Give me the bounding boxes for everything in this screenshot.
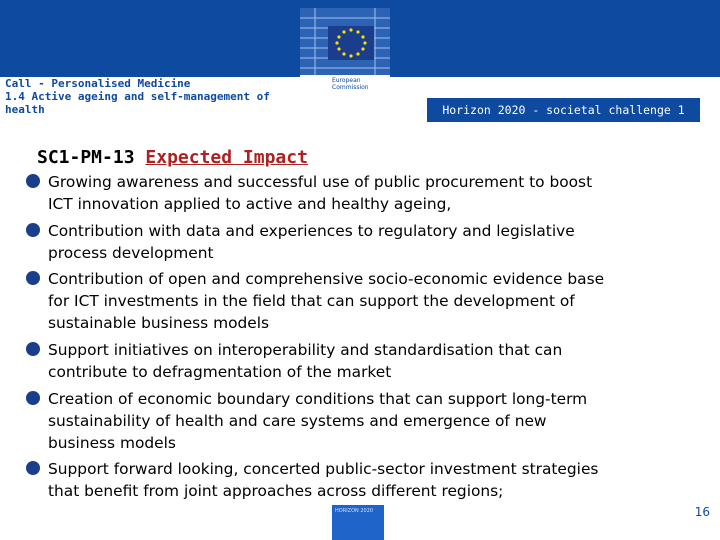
european-commission-logo-text — [332, 77, 369, 91]
header-banner — [0, 0, 720, 77]
bullet-dot-icon — [26, 391, 40, 405]
bullet-line: Contribution with data and experiences to regulatory and legislative — [48, 222, 575, 240]
logo-line: European — [332, 77, 361, 84]
horizon-badge-text: HORIZON 2020 — [335, 508, 374, 514]
horizon-2020-badge — [332, 505, 384, 540]
bullet-line: Support initiatives on interoperability and standardisation that can — [48, 341, 563, 359]
bullet-line: ICT innovation applied to active and healthy ageing, — [48, 195, 452, 213]
bullet-line: Contribution of open and comprehensive socio-economic evidence base — [48, 270, 605, 288]
bullet-line: sustainable business models — [48, 314, 270, 332]
call-line: Call - Personalised Medicine — [5, 77, 191, 90]
logo-line: Commission — [332, 84, 369, 91]
bullet-dot-icon — [26, 461, 40, 475]
bullet-dot-icon — [26, 223, 40, 237]
bullet-line: sustainability of health and care systems and emergence of new — [48, 412, 547, 430]
call-title — [5, 77, 305, 116]
programme-label: Horizon 2020 - societal challenge 1 — [427, 98, 700, 122]
bullet-line: Support forward looking, concerted public-sector investment strategies — [48, 460, 599, 478]
bullet-line: process development — [48, 244, 214, 262]
page-number: 16 — [694, 505, 710, 519]
call-line: health — [5, 103, 45, 116]
bullet-dot-icon — [26, 174, 40, 188]
berlaymont-building-icon — [300, 8, 390, 77]
topic-code: SC1-PM-13 — [37, 147, 135, 168]
bullet-dot-icon — [26, 271, 40, 285]
bullet-line: for ICT investments in the field that can support the development of — [48, 292, 575, 310]
bullet-line: Growing awareness and successful use of public procurement to boost — [48, 173, 593, 191]
bullet-dot-icon — [26, 342, 40, 356]
slide-title — [37, 147, 308, 168]
bullet-line: Creation of economic boundary conditions that can support long-term — [48, 390, 588, 408]
title-heading: Expected Impact — [145, 147, 308, 168]
bullet-line: contribute to defragmentation of the market — [48, 363, 392, 381]
bullet-line: that benefit from joint approaches across different regions; — [48, 482, 504, 500]
bullet-line: business models — [48, 434, 176, 452]
call-line: 1.4 Active ageing and self-management of — [5, 90, 270, 103]
